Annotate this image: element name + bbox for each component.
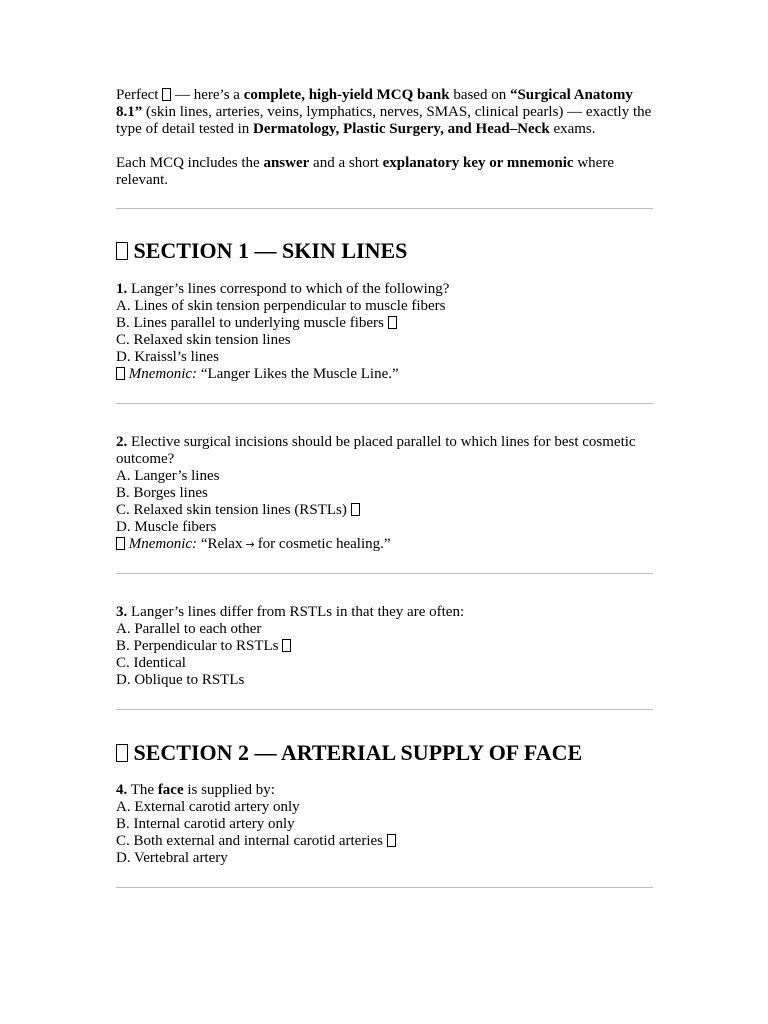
option-a: A. Lines of skin tension perpendicular to muscle fibers (116, 298, 446, 314)
option-c: C. Relaxed skin tension lines (RSTLs) (116, 502, 653, 519)
divider (116, 887, 653, 888)
question-number: 4. (116, 782, 128, 798)
divider (116, 208, 653, 209)
option-d: D. Oblique to RSTLs (116, 672, 245, 688)
option-a: A. External carotid artery only (116, 799, 300, 815)
option-a: A. Langer’s lines (116, 468, 220, 484)
missing-glyph-icon (162, 88, 171, 101)
divider (116, 573, 653, 574)
section-heading: SECTION 1 — SKIN LINES (116, 238, 653, 264)
answer-check-icon (351, 503, 360, 516)
answer-check-icon (388, 316, 397, 329)
intro-paragraph-2: Each MCQ includes the answer and a short explanatory key or mnemonic where relevant. (116, 155, 614, 188)
bulb-icon (116, 367, 125, 380)
section-heading: SECTION 2 — ARTERIAL SUPPLY OF FACE (116, 740, 653, 766)
question-3 (116, 604, 653, 689)
question-number: 3. (116, 604, 128, 620)
intro (116, 87, 653, 189)
option-b: B. Borges lines (116, 485, 208, 501)
question-2 (116, 434, 653, 553)
option-b: B. Perpendicular to RSTLs (116, 638, 653, 655)
question-text: Langer’s lines correspond to which of the following? (127, 281, 450, 297)
missing-glyph-icon (116, 744, 128, 762)
option-b: B. Internal carotid artery only (116, 816, 295, 832)
option-c: C. Both external and internal carotid arteries (116, 833, 653, 850)
mnemonic: Mnemonic: “Relax → for cosmetic healing.” (116, 536, 653, 553)
question-text: Langer’s lines differ from RSTLs in that they are often: (127, 604, 465, 620)
option-d: D. Vertebral artery (116, 850, 228, 866)
divider (116, 403, 653, 404)
question-1 (116, 281, 653, 383)
answer-check-icon (387, 834, 396, 847)
divider (116, 709, 653, 710)
question-4: 4. The face is supplied by: A. External carotid artery only B. Internal carotid artery only C. Both external and internal carotid arteries D. Vertebral artery (116, 782, 653, 867)
intro-paragraph-1: Perfect — here’s a complete, high-yield MCQ bank based on “Surgical Anatomy 8.1” (skin lines, arteries, veins, lymphatics, nerves, SMAS, clinical pearls) — exactly the type of detail tested in Dermatology, Plastic Surgery, and Head–Neck exams. (116, 87, 652, 137)
arrow-right-icon: → (245, 538, 255, 551)
answer-check-icon (282, 639, 291, 652)
missing-glyph-icon (116, 242, 128, 260)
mnemonic: Mnemonic: “Langer Likes the Muscle Line.” (116, 366, 653, 383)
question-text: Elective surgical incisions should be placed parallel to which lines for best cosmetic outcome? (116, 434, 636, 467)
option-a: A. Parallel to each other (116, 621, 262, 637)
question-number: 1. (116, 281, 128, 297)
option-c: C. Identical (116, 655, 186, 671)
question-number: 2. (116, 434, 128, 450)
bulb-icon (116, 537, 125, 550)
option-d: D. Muscle fibers (116, 519, 217, 535)
option-c: C. Relaxed skin tension lines (116, 332, 291, 348)
option-d: D. Kraissl’s lines (116, 349, 219, 365)
option-b: B. Lines parallel to underlying muscle fibers (116, 315, 653, 332)
document-content (116, 87, 653, 888)
